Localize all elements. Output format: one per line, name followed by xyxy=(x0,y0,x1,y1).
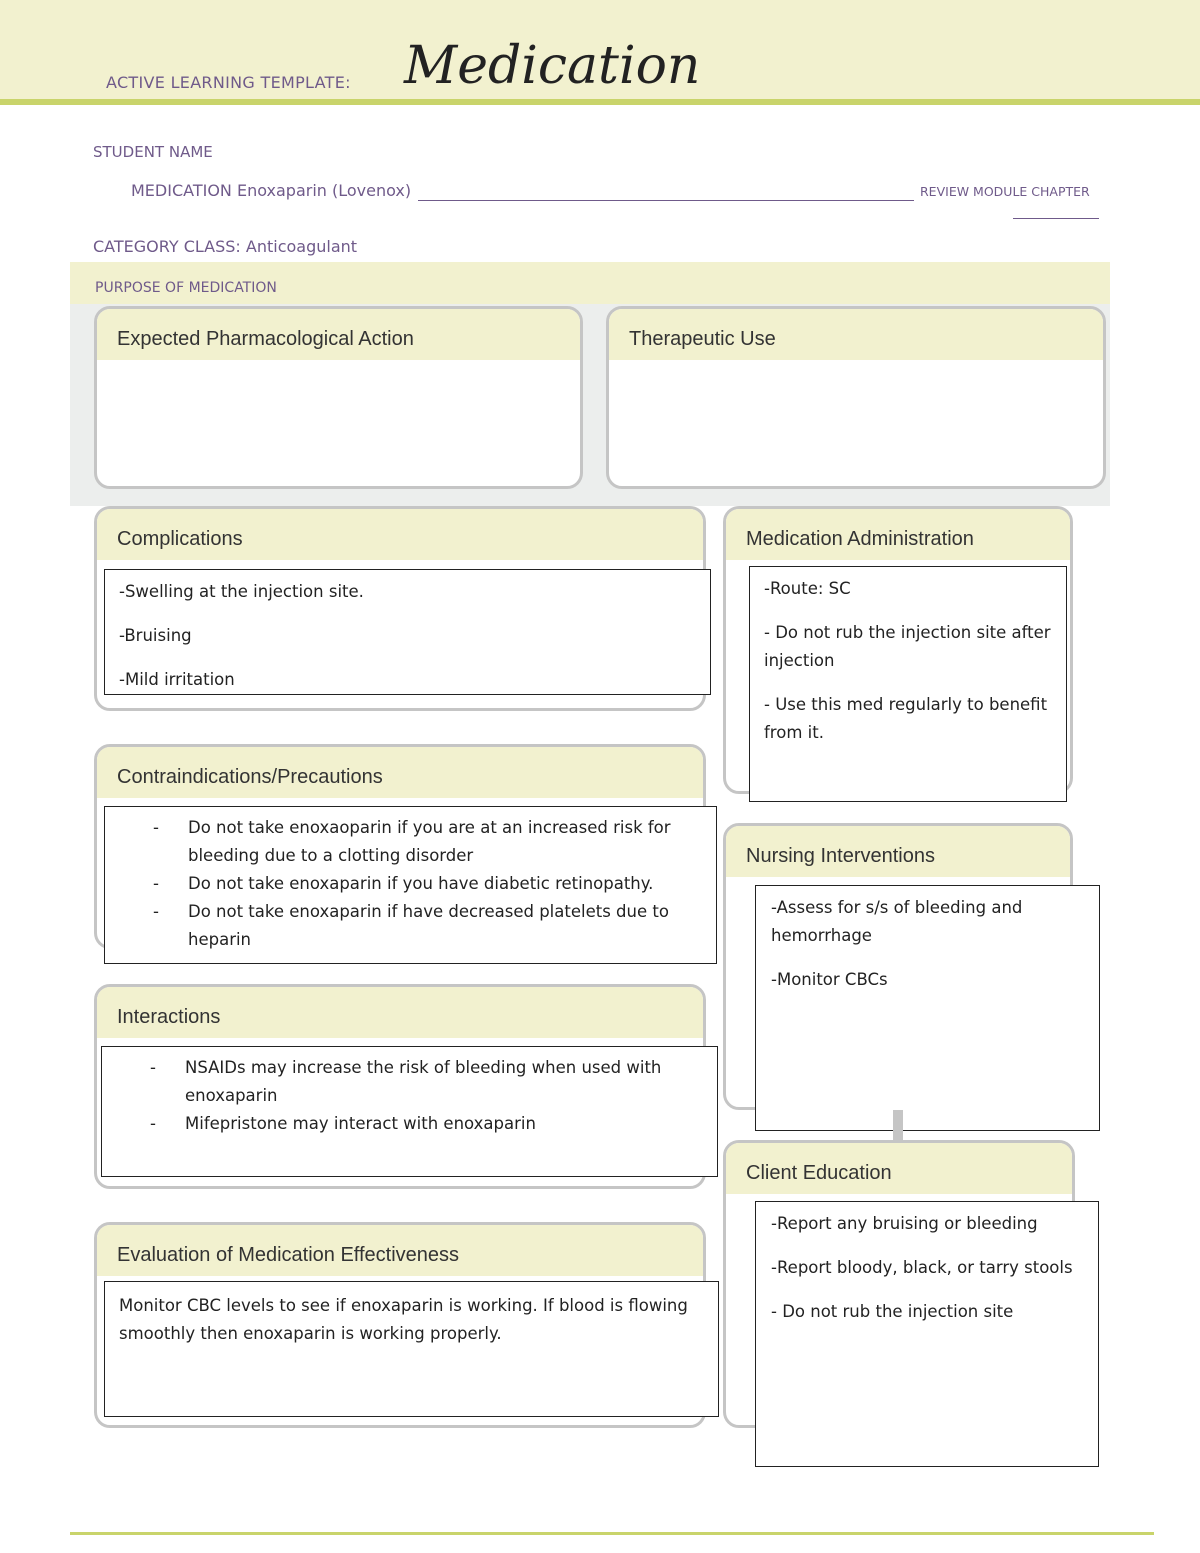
list-item: - Mifepristone may interact with enoxaparin xyxy=(102,1110,697,1138)
list-item: -Route: SC xyxy=(764,579,851,598)
list-item: - Use this med regularly to benefit from it. xyxy=(764,695,1048,742)
list-item: -Report any bruising or bleeding xyxy=(771,1214,1038,1233)
contraindications-title: Contraindications/Precautions xyxy=(97,747,703,798)
education-title: Client Education xyxy=(726,1143,1072,1194)
therapeutic-use-title: Therapeutic Use xyxy=(609,309,1103,360)
administration-title: Medication Administration xyxy=(726,509,1070,560)
evaluation-title: Evaluation of Medication Effectiveness xyxy=(97,1225,703,1276)
interactions-title: Interactions xyxy=(97,987,703,1038)
list-item: - Do not take enoxaparin if have decreased platelets due to heparin xyxy=(105,898,702,954)
page-title: Medication xyxy=(404,36,701,96)
list-item: -Bruising xyxy=(119,626,192,645)
student-name-label: STUDENT NAME xyxy=(93,143,213,161)
list-item: -Swelling at the injection site. xyxy=(119,582,364,601)
education-textbox[interactable] xyxy=(755,1201,1099,1467)
expected-action-panel[interactable] xyxy=(94,306,583,489)
interactions-textbox[interactable] xyxy=(101,1046,718,1177)
list-item: -Mild irritation xyxy=(119,670,235,689)
list-item: - Do not rub the injection site xyxy=(771,1302,1014,1321)
nursing-textbox[interactable] xyxy=(755,885,1100,1131)
list-item: -Report bloody, black, or tarry stools xyxy=(771,1258,1073,1277)
panel-connector xyxy=(893,1110,903,1140)
list-item: -Monitor CBCs xyxy=(771,970,888,989)
list-item: -Assess for s/s of bleeding and hemorrhage xyxy=(771,898,1023,945)
evaluation-text: Monitor CBC levels to see if enoxaparin is working. If blood is flowing smoothly then enoxaparin is working properly. xyxy=(119,1296,688,1343)
evaluation-textbox[interactable] xyxy=(104,1281,719,1417)
expected-action-title: Expected Pharmacological Action xyxy=(97,309,580,360)
review-module-underline xyxy=(1013,218,1099,219)
list-item: - Do not rub the injection site after injection xyxy=(764,623,1051,670)
therapeutic-use-panel[interactable] xyxy=(606,306,1106,489)
footer-rule xyxy=(70,1532,1154,1535)
list-item: - Do not take enoxaoparin if you are at an increased risk for bleeding due to a clotting disorder xyxy=(105,814,702,870)
list-item: - NSAIDs may increase the risk of bleeding when used with enoxaparin xyxy=(102,1054,697,1110)
complications-textbox[interactable] xyxy=(104,569,711,695)
list-item: - Do not take enoxaparin if you have diabetic retinopathy. xyxy=(105,870,702,898)
header-rule xyxy=(0,99,1200,105)
template-label: ACTIVE LEARNING TEMPLATE: xyxy=(106,73,351,92)
nursing-title: Nursing Interventions xyxy=(726,826,1070,877)
medication-underline xyxy=(418,200,914,201)
medication-field[interactable]: MEDICATION Enoxaparin (Lovenox) xyxy=(131,181,412,200)
category-class-field[interactable]: CATEGORY CLASS: Anticoagulant xyxy=(93,237,358,256)
complications-title: Complications xyxy=(97,509,703,560)
administration-textbox[interactable] xyxy=(749,566,1067,802)
purpose-label: PURPOSE OF MEDICATION xyxy=(95,280,277,296)
review-module-label: REVIEW MODULE CHAPTER xyxy=(920,184,1090,199)
contraindications-textbox[interactable] xyxy=(104,806,717,964)
